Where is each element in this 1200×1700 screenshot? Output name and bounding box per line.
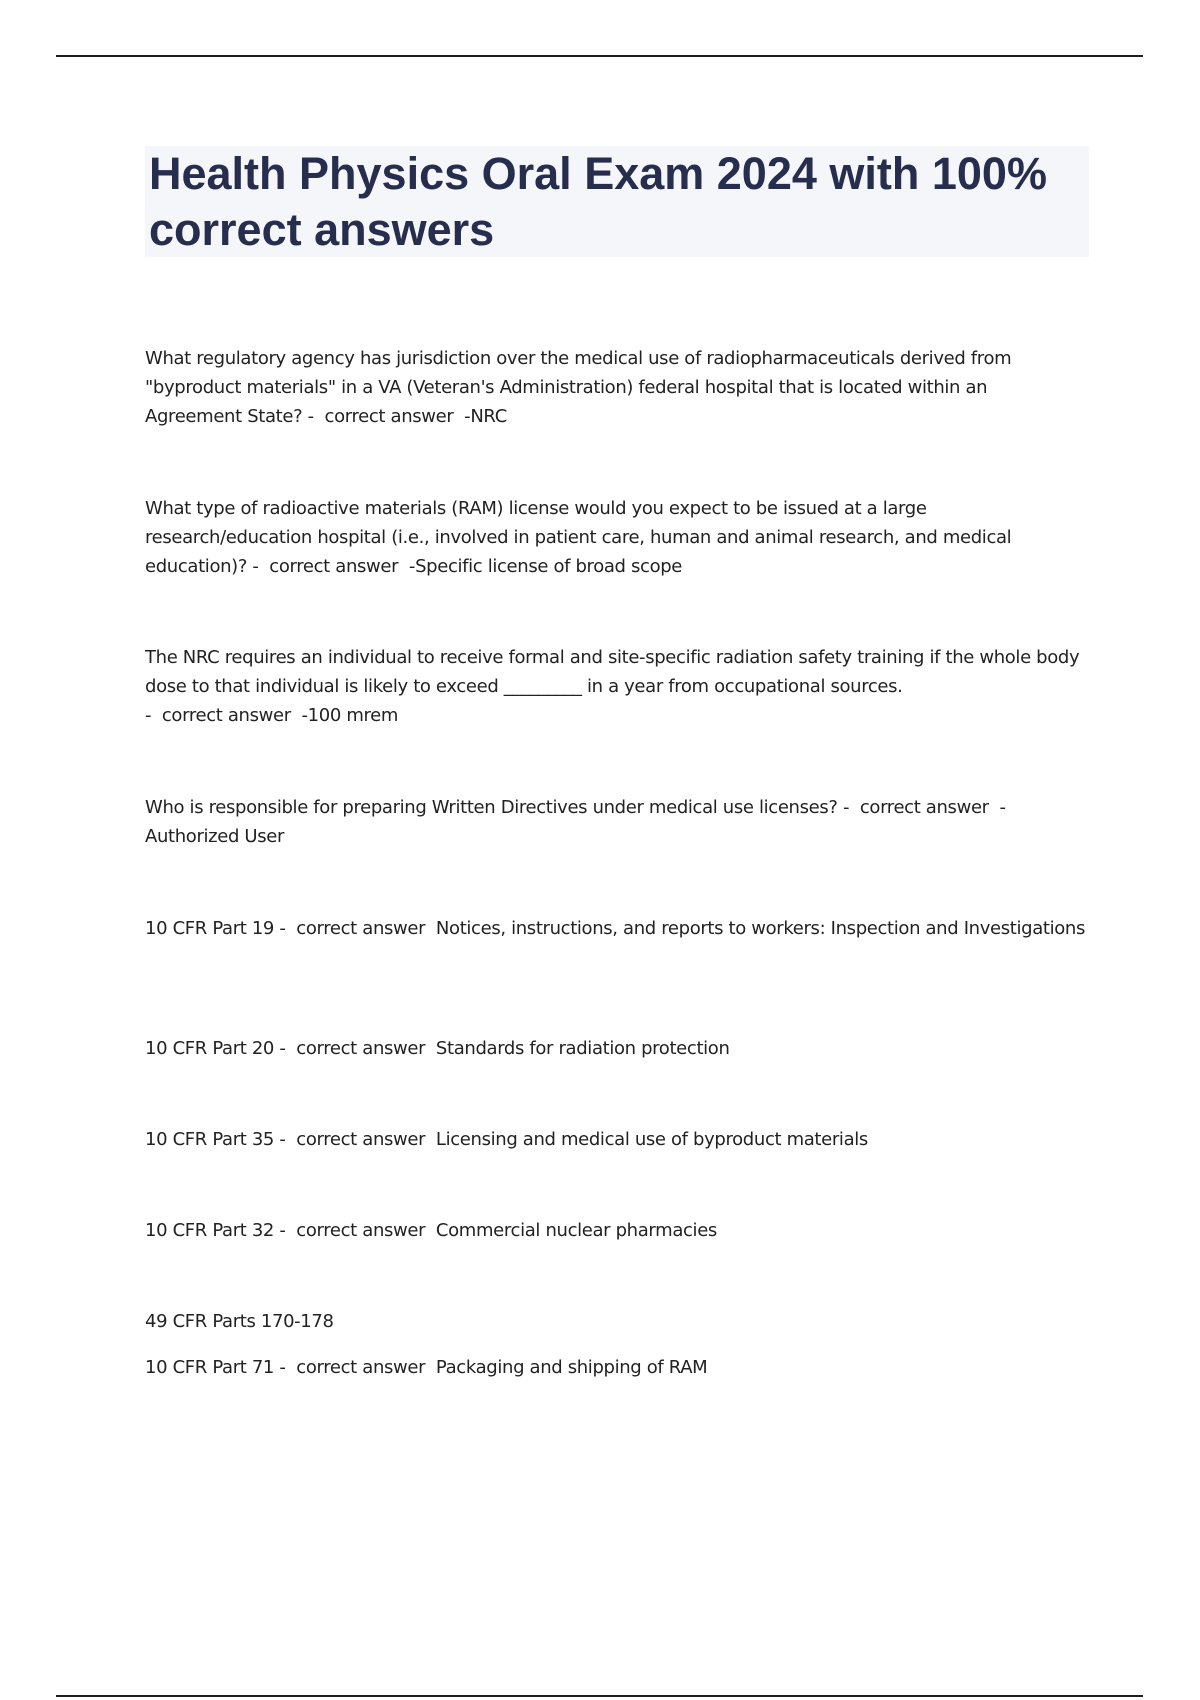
answer-marker: - correct answer: [842, 797, 1000, 818]
title-banner: [145, 146, 1089, 257]
question-text: Who is responsible for preparing Written Directives under medical use licenses?: [145, 797, 843, 818]
question-text: The NRC requires an individual to receive formal and site-specific radiation safety training if the whole body dose to that individual is likely to exceed _________ in a year from occupational sources.: [145, 647, 1080, 697]
answer-marker: - correct answer: [307, 406, 465, 427]
document-title: Health Physics Oral Exam 2024 with 100% correct answers: [149, 148, 1047, 255]
answer-marker: - correct answer: [279, 1129, 436, 1150]
qa-item: [145, 1125, 1085, 1154]
answer-marker: - correct answer: [279, 918, 436, 939]
answer-text: Commercial nuclear pharmacies: [435, 1220, 717, 1241]
top-rule: [56, 55, 1143, 57]
qa-item: [145, 793, 1085, 851]
qa-item: [145, 1353, 1085, 1382]
answer-text: -Specific license of broad scope: [408, 556, 683, 577]
question-text: 10 CFR Part 32: [145, 1220, 280, 1241]
answer-marker: - correct answer: [279, 1038, 436, 1059]
qa-item: [145, 1216, 1085, 1245]
qa-item: [145, 914, 1085, 943]
answer-text: -NRC: [464, 406, 507, 427]
qa-item: [145, 494, 1085, 581]
answer-text: -Authorized User: [145, 797, 1006, 847]
answer-text: Notices, instructions, and reports to workers: Inspection and Investigations: [435, 918, 1085, 939]
answer-text: -100 mrem: [301, 705, 399, 726]
question-text: What regulatory agency has jurisdiction over the medical use of radiopharmaceuticals derived from "byproduct materials" in a VA (Veteran's Administration) federal hospital that is located within an Agreement State?: [145, 348, 1012, 427]
question-text: 10 CFR Part 19: [145, 918, 280, 939]
answer-text: Packaging and shipping of RAM: [435, 1357, 708, 1378]
question-text: 10 CFR Part 35: [145, 1129, 280, 1150]
qa-item: [145, 344, 1085, 431]
answer-marker: - correct answer: [279, 1357, 436, 1378]
answer-marker: - correct answer: [279, 1220, 436, 1241]
answer-text: Licensing and medical use of byproduct materials: [435, 1129, 868, 1150]
qa-item: [145, 1034, 1085, 1063]
question-text: What type of radioactive materials (RAM) license would you expect to be issued at a large research/education hospital (i.e., involved in patient care, human and animal research, and medical education)?: [145, 498, 1012, 577]
qa-item: [145, 643, 1085, 730]
standalone-line: 49 CFR Parts 170-178: [145, 1311, 334, 1332]
bottom-rule: [56, 1695, 1143, 1697]
answer-marker: - correct answer: [252, 556, 409, 577]
question-text: 10 CFR Part 20: [145, 1038, 280, 1059]
answer-marker: - correct answer: [145, 705, 302, 726]
question-text: 10 CFR Part 71: [145, 1357, 280, 1378]
answer-text: Standards for radiation protection: [435, 1038, 730, 1059]
